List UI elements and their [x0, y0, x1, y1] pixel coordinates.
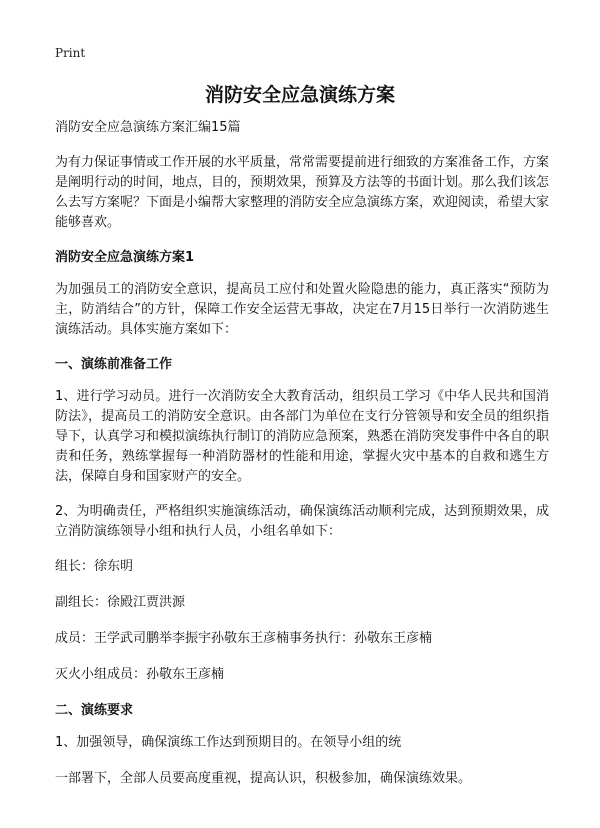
heading-requirements: 二、演练要求 — [55, 703, 134, 718]
paragraph-responsibility: 2、为明确责任，严格组织实施演练活动，确保演练活动顺利完成，达到预期效果，成立消防演练领导小组和执行人员，小组名单如下： — [55, 504, 549, 539]
document-subtitle: 消防安全应急演练方案汇编15篇 — [55, 120, 241, 135]
print-link[interactable]: Print — [55, 46, 86, 60]
team-leader: 组长：徐东明 — [55, 559, 134, 574]
team-members: 成员：王学武司鹏举李振宇孙敬东王彦楠事务执行：孙敬东王彦楠 — [55, 631, 433, 646]
section-title: 消防安全应急演练方案1 — [55, 250, 195, 265]
page-title: 消防安全应急演练方案 — [204, 84, 395, 106]
heading-preparation: 一、演练前准备工作 — [55, 357, 173, 372]
requirement-line-2: 一部署下，全部人员要高度重视，提高认识，积极参加，确保演练效果。 — [55, 771, 472, 786]
document-body — [55, 118, 549, 805]
intro-paragraph: 为有力保证事情或工作开展的水平质量，常常需要提前进行细致的方案准备工作，方案是阐明行动的时间，地点，目的，预期效果，预算及方法等的书面计划。那么我们该怎么去写方案呢？下面是小编帮大家整理的消防安全应急演练方案，欢迎阅读，希望大家能够喜欢。 — [55, 155, 550, 230]
section-intro-paragraph: 为加强员工的消防安全意识，提高员工应付和处置火险隐患的能力，真正落实“预防为主，防消结合”的方针，保障工作安全运营无事故，决定在7月15日举行一次消防逃生演练活动。具体实施方案如下： — [55, 282, 549, 337]
paragraph-study: 1、进行学习动员。进行一次消防安全大教育活动，组织员工学习《中华人民共和国消防法》，提高员工的消防安全意识。由各部门为单位在支行分管领导和安全员的组织指导下，认真学习和模拟演练执行制订的消防应急预案，熟悉在消防突发事件中各自的职责和任务，熟练掌握每一种消防器材的性能和用途，掌握火灾中基本的自救和逃生方法，保障自身和国家财产的安全。 — [55, 389, 550, 484]
team-vice-leader: 副组长：徐殿江贾洪源 — [55, 595, 186, 610]
requirement-line-1: 1、加强领导，确保演练工作达到预期目的。在领导小组的统 — [55, 735, 402, 750]
fire-team-members: 灭火小组成员：孙敬东王彦楠 — [55, 667, 225, 682]
